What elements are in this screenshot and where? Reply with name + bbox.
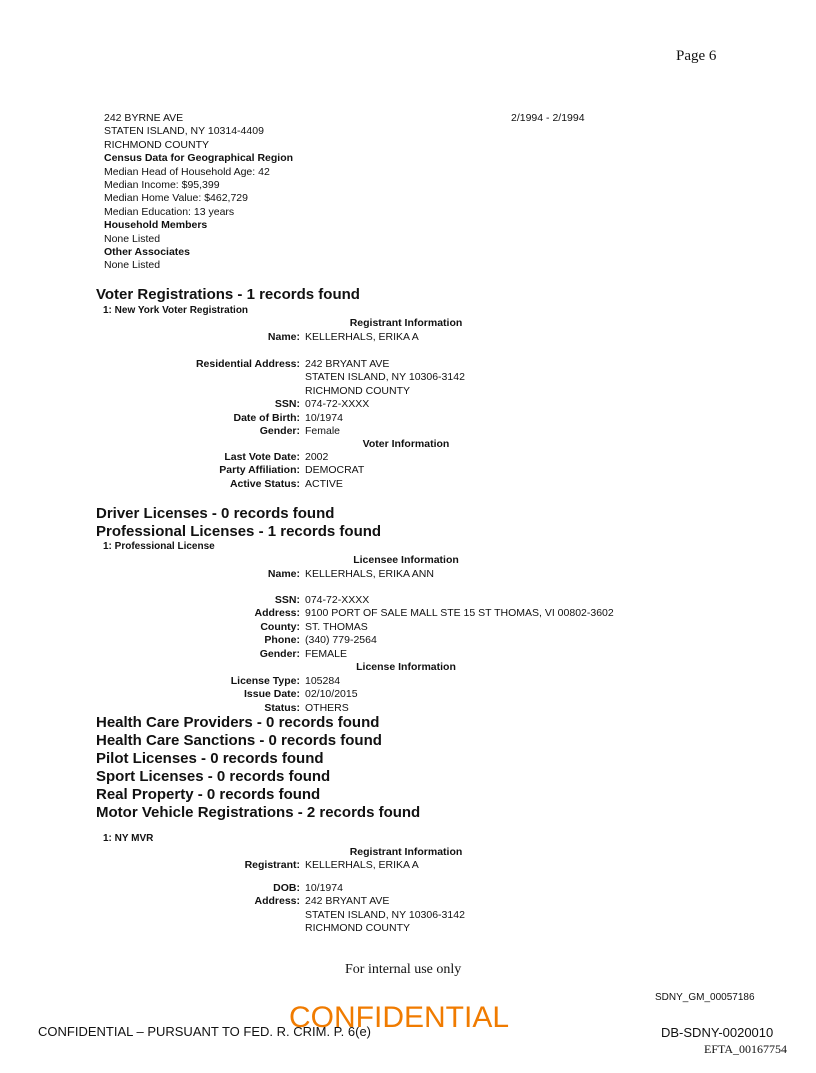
address-block [104, 112, 293, 273]
last-vote: 2002 [305, 451, 329, 463]
voter-ssn: 074-72-XXXX [305, 398, 370, 411]
licensee-info-header: Licensee Information [353, 554, 459, 566]
mvr-sub: 1: NY MVR [103, 833, 154, 844]
section-heading: Health Care Providers - 0 records found [96, 714, 380, 731]
voter-gender: Female [305, 425, 341, 437]
efta-number: EFTA_00167754 [704, 1042, 788, 1056]
voter-sub: 1: New York Voter Registration [103, 305, 249, 316]
field-label: Address: [254, 895, 300, 908]
license-type: 105284 [305, 675, 341, 687]
confidential-notice: CONFIDENTIAL – PURSUANT TO FED. R. CRIM. P. 6(e) [38, 1024, 372, 1039]
mvr-dob: 10/1974 [305, 882, 343, 894]
prof-heading: Professional Licenses - 1 records found [96, 523, 382, 540]
field-label: DOB: [273, 882, 300, 894]
field-label: Gender: [259, 647, 300, 660]
field-label: Registrant: [244, 859, 300, 871]
census-line: Median Head of Household Age: 42 [104, 165, 270, 178]
field-label: Issue Date: [243, 688, 300, 701]
address-line: STATEN ISLAND, NY 10314-4409 [104, 125, 264, 138]
internal-use-note: For internal use only [345, 962, 462, 977]
associates-value: None Listed [104, 259, 161, 272]
field-label: Residential Address: [195, 358, 300, 370]
mvr-registrant: KELLERHALS, ERIKA A [305, 859, 419, 871]
address-line: 242 BYRNE AVE [104, 112, 184, 124]
active-status: ACTIVE [305, 477, 343, 490]
field-label: SSN: [274, 594, 300, 606]
census-line: Median Education: 13 years [104, 205, 235, 218]
field-label: Active Status: [229, 477, 300, 490]
field-label: Name: [267, 331, 300, 343]
license-info-header: License Information [356, 661, 456, 673]
page-number: Page 6 [676, 48, 717, 64]
prof-phone: (340) 779-2564 [305, 634, 377, 647]
field-label: License Type: [230, 675, 300, 687]
associates-header: Other Associates [104, 246, 190, 259]
voter-name: KELLERHALS, ERIKA A [305, 331, 419, 343]
mvr-registrant-header: Registrant Information [349, 846, 463, 858]
mvr-address-line: RICHMOND COUNTY [305, 922, 410, 935]
field-label: Status: [264, 701, 300, 714]
field-label: Name: [267, 568, 300, 580]
section-heading: Real Property - 0 records found [96, 786, 321, 803]
voter-heading: Voter Registrations - 1 records found [96, 286, 360, 303]
voter-info-header: Voter Information [362, 438, 450, 450]
census-line: Median Income: $95,399 [104, 179, 220, 192]
field-label: County: [260, 620, 300, 633]
field-label: Party Affiliation: [219, 464, 300, 477]
prof-name: KELLERHALS, ERIKA ANN [305, 568, 434, 580]
prof-gender: FEMALE [305, 647, 348, 660]
res-address-line: RICHMOND COUNTY [305, 384, 410, 397]
household-value: None Listed [104, 232, 161, 245]
prof-address: 9100 PORT OF SALE MALL STE 15 ST THOMAS, VI 00802-3602 [305, 607, 614, 620]
field-label: Gender: [259, 425, 300, 437]
date-range: 2/1994 - 2/1994 [511, 112, 585, 124]
census-line: Median Home Value: $462,729 [104, 192, 248, 205]
res-address-line: 242 BRYANT AVE [305, 358, 390, 370]
census-header: Census Data for Geographical Region [104, 152, 294, 165]
prof-sub: 1: Professional License [103, 541, 215, 552]
res-address-line: STATEN ISLAND, NY 10306-3142 [305, 371, 465, 384]
section-heading: Pilot Licenses - 0 records found [96, 750, 324, 767]
issue-date: 02/10/2015 [305, 688, 358, 701]
section-heading: Sport Licenses - 0 records found [96, 768, 331, 785]
field-label: Date of Birth: [233, 411, 300, 424]
field-label: Phone: [264, 634, 300, 647]
field-label: SSN: [274, 398, 300, 411]
section-heading: Health Care Sanctions - 0 records found [96, 732, 382, 749]
voter-dob: 10/1974 [305, 411, 343, 424]
db-sdny-number: DB-SDNY-0020010 [661, 1025, 774, 1040]
section-heading: Motor Vehicle Registrations - 2 records found [96, 804, 421, 821]
driver-heading: Driver Licenses - 0 records found [96, 505, 335, 522]
household-header: Household Members [104, 219, 208, 232]
prof-county: ST. THOMAS [305, 620, 368, 633]
mvr-address-line: 242 BRYANT AVE [305, 895, 390, 908]
field-label: Last Vote Date: [224, 451, 300, 463]
party: DEMOCRAT [305, 464, 365, 477]
confidential-stamp: CONFIDENTIAL [289, 1001, 510, 1034]
license-status: OTHERS [305, 701, 349, 714]
mvr-address-line: STATEN ISLAND, NY 10306-3142 [305, 908, 465, 921]
address-line: RICHMOND COUNTY [104, 138, 209, 151]
prof-ssn: 074-72-XXXX [305, 594, 370, 606]
bates-sdny: SDNY_GM_00057186 [655, 992, 755, 1003]
field-label: Address: [254, 607, 300, 620]
registrant-info-header: Registrant Information [349, 317, 463, 329]
